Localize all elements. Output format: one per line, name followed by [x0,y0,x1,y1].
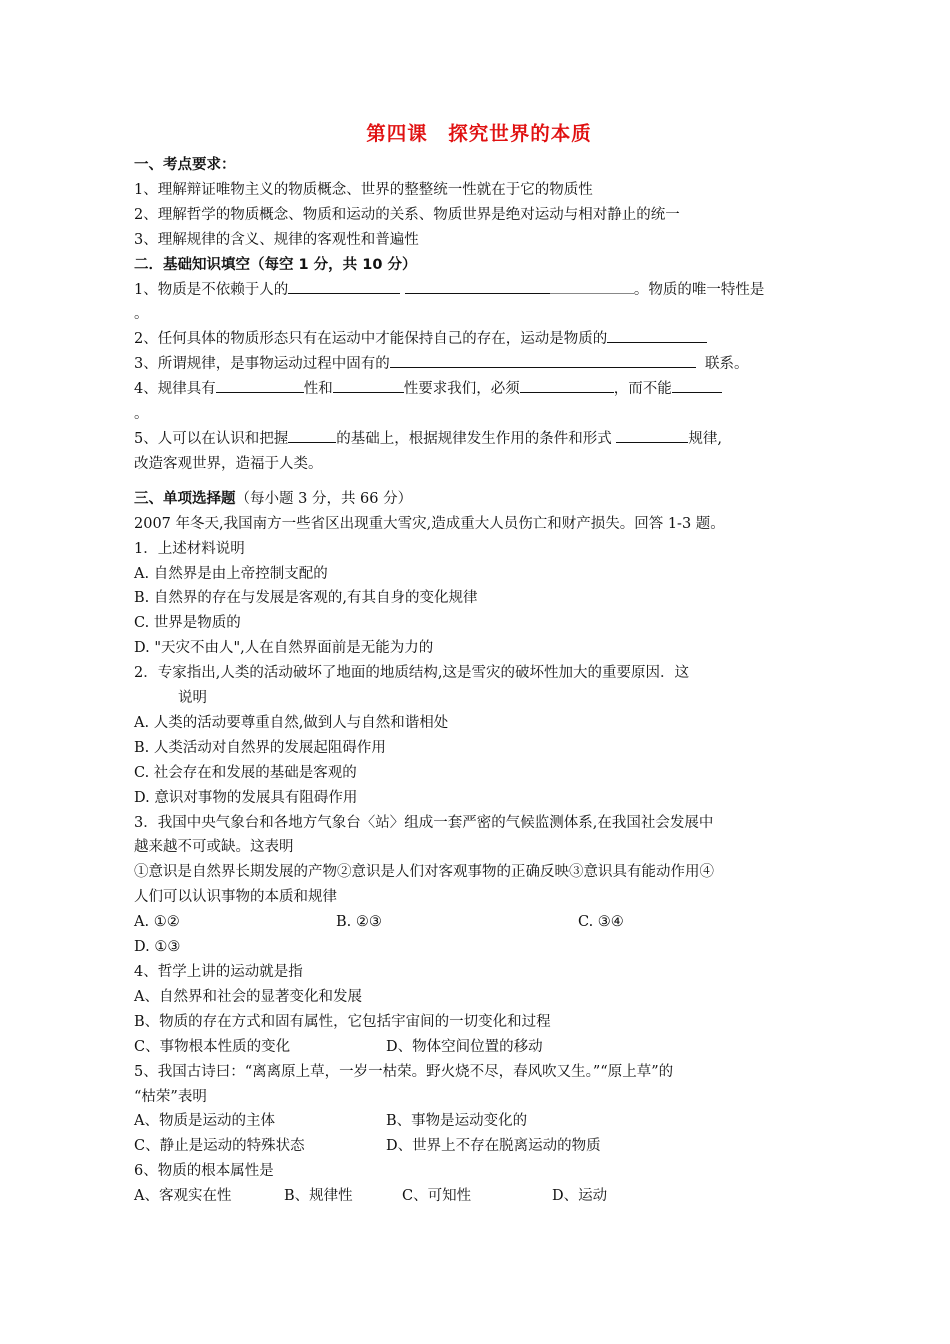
question-text: 性要求我们，必须 [403,381,520,398]
answer-blank[interactable] [616,428,688,443]
option-a[interactable]: A、自然界和社会的显著变化和发展 [134,988,362,1005]
question-5-stem: 5、我国古诗曰：“离离原上草，一岁一枯荣。野火烧不尽，春风吹又生。”“原上草”的 [134,1063,674,1080]
question-6-options-row [134,1184,824,1209]
question-3-options-row [134,910,824,935]
answer-blank[interactable] [216,378,304,393]
option-d[interactable]: D. 意识对事物的发展具有阻碍作用 [134,789,358,806]
option-b[interactable]: B. 人类活动对自然界的发展起阻碍作用 [134,739,386,756]
question-3-statements: ①意识是自然界长期发展的产物②意识是人们对客观事物的正确反映③意识具有能动作用④ [134,864,714,881]
section-heading-text: 二．基础知识填空 [134,256,250,273]
section-heading-note: （每空 1 分，共 10 分） [250,256,417,273]
option-d[interactable]: D、物体空间位置的移动 [386,1038,543,1055]
question-5-options-row-2 [134,1134,824,1159]
question-text: 2、任何具体的物质形态只有在运动中才能保持自己的存在，运动是物质的 [134,331,608,348]
fill-question-1 [134,278,824,303]
question-4-stem: 4、哲学上讲的运动就是指 [134,964,303,980]
fill-question-5-cont: 改造客观世界，造福于人类。 [134,455,323,472]
option-b[interactable]: B、物质的存在方式和固有属性，它包括宇宙间的一切变化和过程 [134,1013,551,1030]
question-1-stem: 1．上述材料说明 [134,540,245,557]
answer-blank[interactable] [550,279,634,294]
question-text: 4、规律具有 [134,381,216,398]
answer-blank[interactable] [288,279,400,294]
section-heading-text: 三、单项选择题 [134,490,236,507]
answer-blank[interactable] [390,353,696,368]
fill-question-3 [134,352,824,377]
question-text: ，而不能 [613,381,672,398]
option-c[interactable]: C、可知性 [402,1188,472,1205]
option-c[interactable]: C、事物根本性质的变化 [134,1038,291,1055]
section-heading-note: （每小题 3 分，共 66 分） [235,490,413,507]
answer-blank[interactable] [288,428,336,443]
option-a[interactable]: A. 自然界是由上帝控制支配的 [134,565,328,582]
question-5-options-row-1 [134,1109,824,1134]
option-a[interactable]: A. 人类的活动要尊重自然,做到人与自然和谐相处 [134,714,449,731]
question-text: 的基础上，根据规律发生作用的条件和形式 [336,430,612,447]
fill-question-4-end: 。 [134,406,149,423]
question-text: 3、所谓规律，是事物运动过程中固有的 [134,356,390,373]
option-d[interactable]: D. "天灾不由人",人在自然界面前是无能为力的 [134,640,434,657]
answer-blank[interactable] [672,378,722,393]
page-title: 第四课 探究世界的本质 [366,122,592,145]
answer-blank[interactable] [520,378,614,393]
question-6-stem: 6、物质的根本属性是 [134,1163,274,1180]
document-page [134,118,824,1209]
question-text: 规律, [688,430,722,447]
requirement-item: 1、理解辩证唯物主义的物质概念、世界的整整统一性就在于它的物质性 [134,181,593,198]
option-b[interactable]: B、事物是运动变化的 [386,1113,528,1130]
answer-blank[interactable] [405,279,550,294]
requirement-item: 3、理解规律的含义、规律的客观性和普遍性 [134,231,419,248]
material-intro: 2007 年冬天,我国南方一些省区出现重大雪灾,造成重大人员伤亡和财产损失。回答 1-3 题。 [134,515,725,532]
section-heading-requirements: 一、考点要求： [134,157,236,173]
option-d[interactable]: D、世界上不存在脱离运动的物质 [386,1138,601,1155]
question-3-stem: 3．我国中央气象台和各地方气象台〈站〉组成一套严密的气候监测体系,在我国社会发展中 [134,814,714,831]
section-heading-multiple-choice [134,487,824,512]
question-text: 联系。 [704,356,749,373]
option-b[interactable]: B. 自然界的存在与发展是客观的,有其自身的变化规律 [134,590,478,607]
option-c[interactable]: C、静止是运动的特殊状态 [134,1138,305,1155]
fill-question-1-end: 。 [134,306,149,323]
fill-question-4 [134,377,824,402]
question-2-stem-cont: 说明 [178,690,207,707]
section-heading-fill-in [134,253,824,278]
option-b[interactable]: B、规律性 [284,1188,353,1205]
question-text: 5、人可以在认识和把握 [134,430,289,447]
fill-question-2 [134,327,824,352]
option-d[interactable]: D、运动 [552,1188,608,1205]
question-text: 。物质的唯一特性是 [633,281,765,298]
answer-blank[interactable] [607,328,707,343]
spacer [134,477,824,487]
question-5-stem-cont: “枯荣”表明 [134,1088,207,1105]
option-c[interactable]: C. 世界是物质的 [134,615,241,632]
question-text: 性和 [303,381,333,398]
question-3-stem-cont: 越来越不可或缺。这表明 [134,839,294,856]
option-c[interactable]: C. ③④ [578,914,624,931]
answer-blank[interactable] [333,378,404,393]
fill-question-5 [134,427,824,452]
option-c[interactable]: C. 社会存在和发展的基础是客观的 [134,764,357,781]
question-text: 1、物质是不依赖于人的 [134,281,289,298]
question-3-statements-cont: 人们可以认识事物的本质和规律 [134,889,337,906]
question-2-stem: 2．专家指出,人类的活动破坏了地面的地质结构,这是雪灾的破坏性加大的重要原因．这 [134,665,689,682]
option-a[interactable]: A. ①② [134,914,180,931]
option-b[interactable]: B. ②③ [336,914,382,931]
requirement-item: 2、理解哲学的物质概念、物质和运动的关系、物质世界是绝对运动与相对静止的统一 [134,206,680,223]
option-a[interactable]: A、物质是运动的主体 [134,1113,275,1130]
option-a[interactable]: A、客观实在性 [134,1188,232,1205]
option-d[interactable]: D. ①③ [134,939,181,956]
question-4-options-row [134,1035,824,1060]
